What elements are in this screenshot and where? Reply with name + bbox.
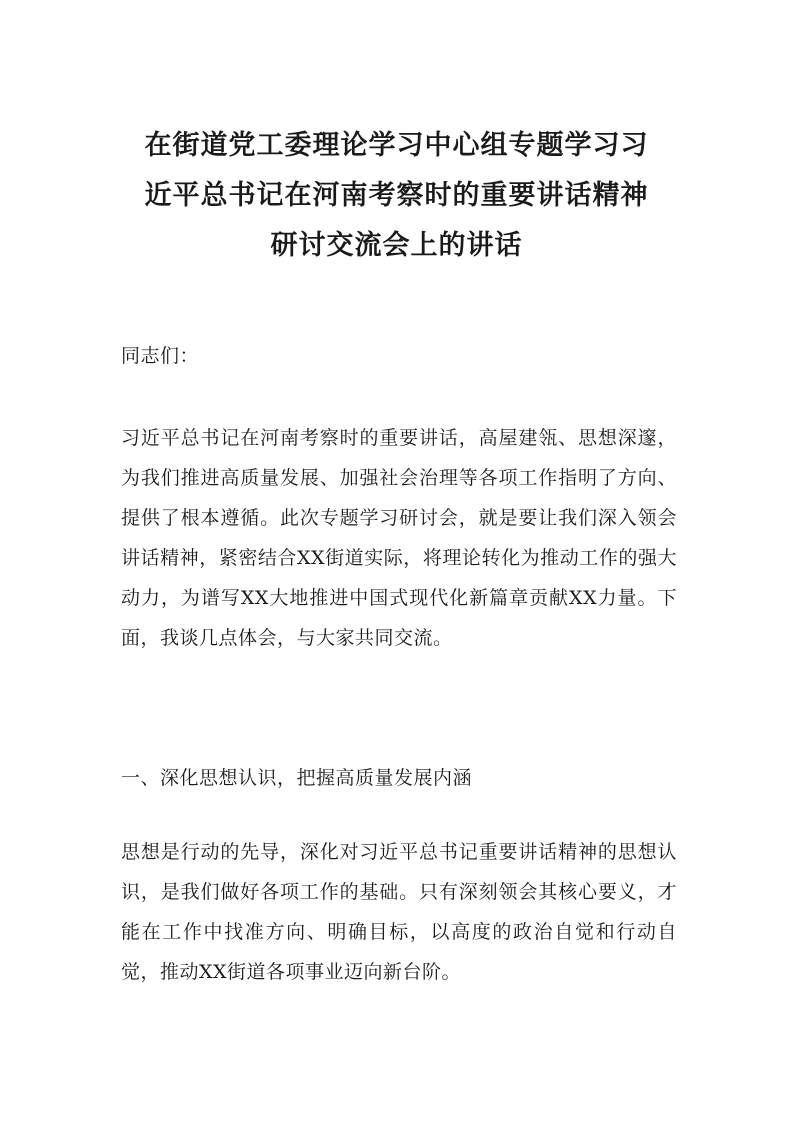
title-line-2: 近平总书记在河南考察时的重要讲话精神 xyxy=(144,180,649,211)
title-line-1: 在街道党工委理论学习中心组专题学习习 xyxy=(144,130,649,161)
document-title xyxy=(100,121,693,271)
paragraph-section-1: 思想是行动的先导，深化对习近平总书记重要讲话精神的思想认识，是我们做好各项工作的基础。只有深刻领会其核心要义，才能在工作中找准方向、明确目标，以高度的政治自觉和行动自觉，推动XX街道各项事业迈向新台阶。 xyxy=(121,841,677,983)
paragraph-intro: 习近平总书记在河南考察时的重要讲话，高屋建瓴、思想深邃，为我们推进高质量发展、加强社会治理等各项工作指明了方向、提供了根本遵循。此次专题学习研讨会，就是要让我们深入领会讲话精神，紧密结合XX街道实际，将理论转化为推动工作的强大动力，为谱写XX大地推进中国式现代化新篇章贡献XX力量。下面，我谈几点体会，与大家共同交流。 xyxy=(121,427,677,649)
section-heading-1: 一、深化思想认识，把握高质量发展内涵 xyxy=(121,767,473,789)
salutation: 同志们： xyxy=(121,345,200,367)
title-line-3: 研讨交流会上的讲话 xyxy=(270,230,523,261)
